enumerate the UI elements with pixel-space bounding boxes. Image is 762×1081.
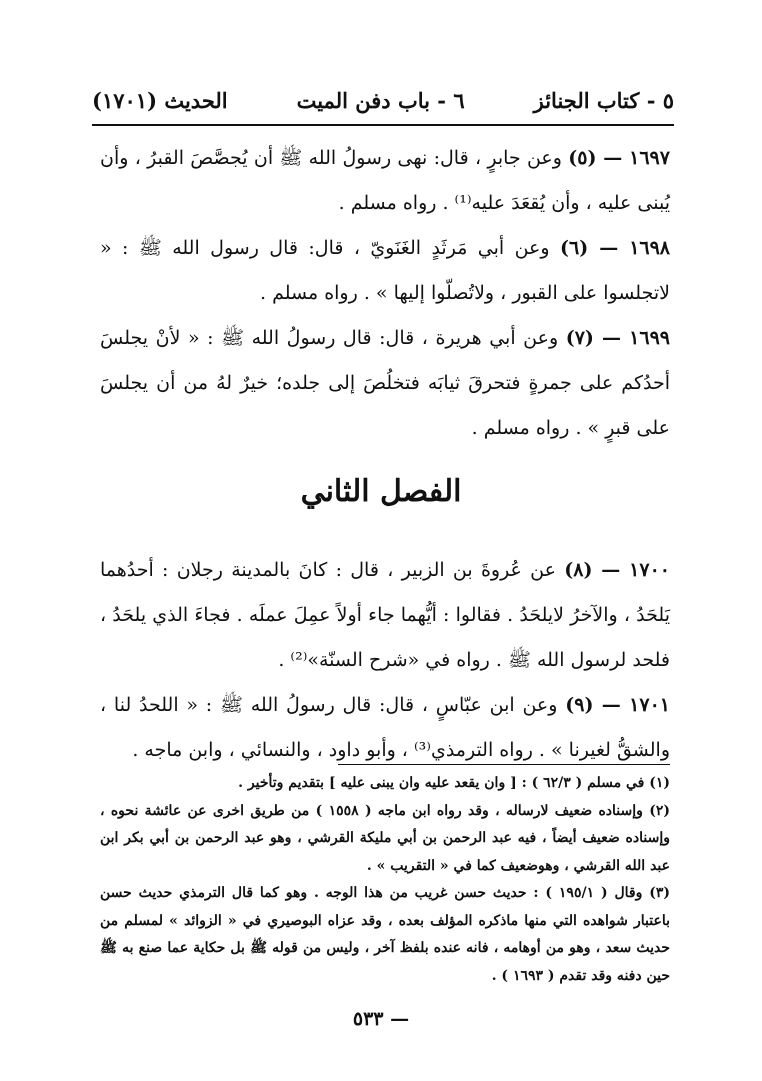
hadith-number: ١٦٩٨ — (٦) — [560, 237, 671, 259]
hadith-text: وعن ابن عبّاسٍ ، قال: قال رسولُ الله ﷺ : « اللحدُ لنا ، والشقُّ لغيرنا » . رواه الترمذي⁽³⁾ ، وأبو داود ، والنسائي ، وابن ماجه . — [100, 694, 670, 761]
running-header — [92, 80, 674, 120]
hadith-1698 — [100, 226, 670, 316]
hadith-text: وعن جابرٍ ، قال: نهى رسولُ الله ﷺ أن يُجصَّصَ القبرُ ، وأن يُبنى عليه ، وأن يُقعَدَ عليه⁽¹⁾ . رواه مسلم . — [100, 147, 670, 214]
footnotes — [100, 770, 670, 990]
hadith-1701 — [100, 683, 670, 773]
hadith-1699 — [100, 316, 670, 451]
hadith-range: الحديث (١٧٠١) — [92, 87, 228, 113]
hadith-text: وعن أبي هريرة ، قال: قال رسولُ الله ﷺ : « لأنْ يجلسَ أحدُكم على جمرةٍ فتحرقَ ثيابَه فتخلُصَ إلى جلده؛ خيرٌ لهُ من أن يجلسَ على قبرٍ » . رواه مسلم . — [100, 327, 670, 439]
hadith-1700 — [100, 548, 670, 683]
header-divider — [92, 124, 674, 126]
section-heading: ٦ - باب دفن الميت — [296, 87, 465, 113]
footnote-divider — [338, 764, 670, 765]
hadith-block-first-section — [100, 136, 670, 451]
hadith-number: ١٧٠٠ — (٨) — [564, 559, 670, 581]
hadith-block-second-section — [100, 548, 670, 773]
hadith-text: وعن أبي مَرثَدٍ الغَنَويّ ، قال: قال رسول الله ﷺ : « لاتجلسوا على القبور ، ولاتُصلّوا إليها » . رواه مسلم . — [100, 237, 670, 304]
footnote-1: (١) في مسلم ( ٦٢/٣ ) : [ وان يقعد عليه وان يبنى عليه ] بتقديم وتأخير . — [238, 775, 670, 791]
page-number: — ٥٣٣ — [352, 1008, 410, 1030]
hadith-1697 — [100, 136, 670, 226]
footnote-3: (٣) وقال ( ١٩٥/١ ) : حديث حسن غريب من هذا الوجه . وهو كما قال الترمذي حديث حسن باعتبار شواهده التي منها ماذكره المؤلف بعده ، وقد عزاه البوصيري في « الزوائد » لمسلم من حديث سعد ، وهو من أوهامه ، فانه عنده بلفظ آخر ، وليس من قوله ﷺ بل حكاية عما صنع به ﷺ حين دفنه وقد تقدم ( ١٦٩٣ ) . — [100, 885, 670, 984]
section-title: الفصل الثاني — [300, 474, 462, 509]
hadith-number: ١٧٠١ — (٩) — [565, 694, 670, 716]
hadith-number: ١٦٩٧ — (٥) — [568, 147, 670, 169]
hadith-number: ١٦٩٩ — (٧) — [565, 327, 670, 349]
footnote-2: (٢) وإسناده ضعيف لارساله ، وقد رواه ابن ماجه ( ١٥٥٨ ) من طريق اخرى عن عائشة نحوه ، وإسناده ضعيف أيضاً ، فيه عبد الرحمن بن أبي مليكة القرشي ، وهو عبد الرحمن بن أبي بكر ابن عبد الله القرشي ، وهوضعيف كما في « التقريب » . — [100, 802, 671, 874]
hadith-text: عن عُروةَ بن الزبير ، قال : كانَ بالمدينة رجلان : أحدُهما يَلحَدُ ، والآخرُ لايلحَدُ . فقالوا : أيُّهما جاء أولاً عمِلَ عملَه . فجاءَ الذي يلحَدُ ، فلحد لرسول الله ﷺ . رواه في «شرح السنّة»⁽²⁾ . — [100, 559, 670, 671]
chapter-title: ٥ - كتاب الجنائز — [533, 87, 674, 113]
